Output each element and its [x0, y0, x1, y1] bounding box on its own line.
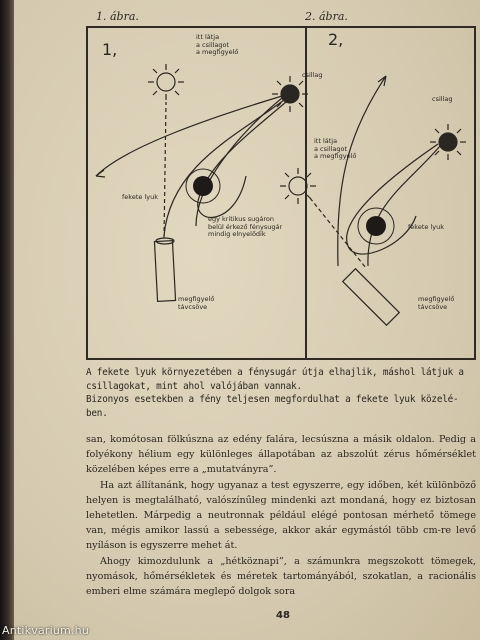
panel-2-number: 2, — [328, 30, 344, 49]
figure-label-1: 1. ábra. — [96, 10, 139, 23]
panel-1-black-hole-label: fekete lyuk — [122, 193, 158, 201]
panel-2-observer-label: megfigyelő távcsöve — [418, 295, 455, 311]
caption-line: csillagokat, mint ahol valójában vannak. — [86, 380, 302, 392]
panel-1-apparent-star-label: itt látja a csillagot a megfigyelő — [196, 33, 239, 56]
star-icon-1 — [272, 76, 308, 112]
paragraph: Ahogy kimozdulunk a „hétköznapi”, a számunkra megszokott tömegek, nyomások, hőmérsékletek és méretek tartományából, szokatlan, a racionális emberi elme számára meglepő dolgok sora — [86, 555, 476, 598]
panel-2-black-hole-label: fekete lyuk — [408, 223, 444, 231]
telescope-icon-2 — [343, 269, 400, 326]
page-number: 48 — [276, 610, 290, 621]
figure-label-2: 2. ábra. — [305, 10, 348, 23]
figure-caption — [86, 366, 476, 420]
body-text — [86, 432, 476, 599]
caption-line: Bizonyos esetekben a fény teljesen megfordulhat a fekete lyuk közelé- — [86, 394, 459, 405]
panel-2-apparent-star-label: itt látja a csillagot a megfigyelő — [314, 137, 357, 160]
paragraph: Ha azt állítanánk, hogy ugyanaz a test egyszerre, egy időben, két különböző helyen is megtalálható, valószínűleg mindenki azt mondaná, hogy ez biztosan lehetetlen. Márpedig a neutronnak például elégé pontosan mérhető tömege van, mégis amikor lassú a sebessége, akkor akár egymástól több cm-re levő nyíláson is egyszerre mehet át. — [86, 479, 476, 552]
paragraph: san, komótosan fölkúszna az edény falára, lecsúszna a másik oldalon. Pedig a folyékony hélium egy különleges állapotában az abszolút zérus hőmérséklet közelében képes erre a „mutatványra”. — [86, 434, 476, 476]
black-hole-icon-2 — [366, 216, 386, 236]
panel-1-star-label: csillag — [302, 71, 323, 79]
panel-2-star-label: csillag — [432, 95, 453, 103]
star-icon-2 — [430, 124, 466, 160]
caption-line: ben. — [86, 407, 108, 419]
panel-1-number: 1, — [102, 40, 118, 59]
book-spine-shadow — [0, 0, 14, 640]
apparent-star-icon-1 — [148, 64, 184, 100]
caption-line: A fekete lyuk környezetében a fénysugár útja elhajlik, máshol látjuk a — [86, 367, 464, 378]
panel-1-critical-ray-label: egy kritikus sugáron belül érkező fénysugár mindig elnyelődik — [208, 215, 283, 238]
panel-1-observer-label: megfigyelő távcsöve — [178, 295, 215, 311]
telescope-icon-1 — [154, 238, 175, 301]
watermark: Antikvarium.hu — [2, 624, 89, 637]
black-hole-icon-1 — [193, 176, 213, 196]
